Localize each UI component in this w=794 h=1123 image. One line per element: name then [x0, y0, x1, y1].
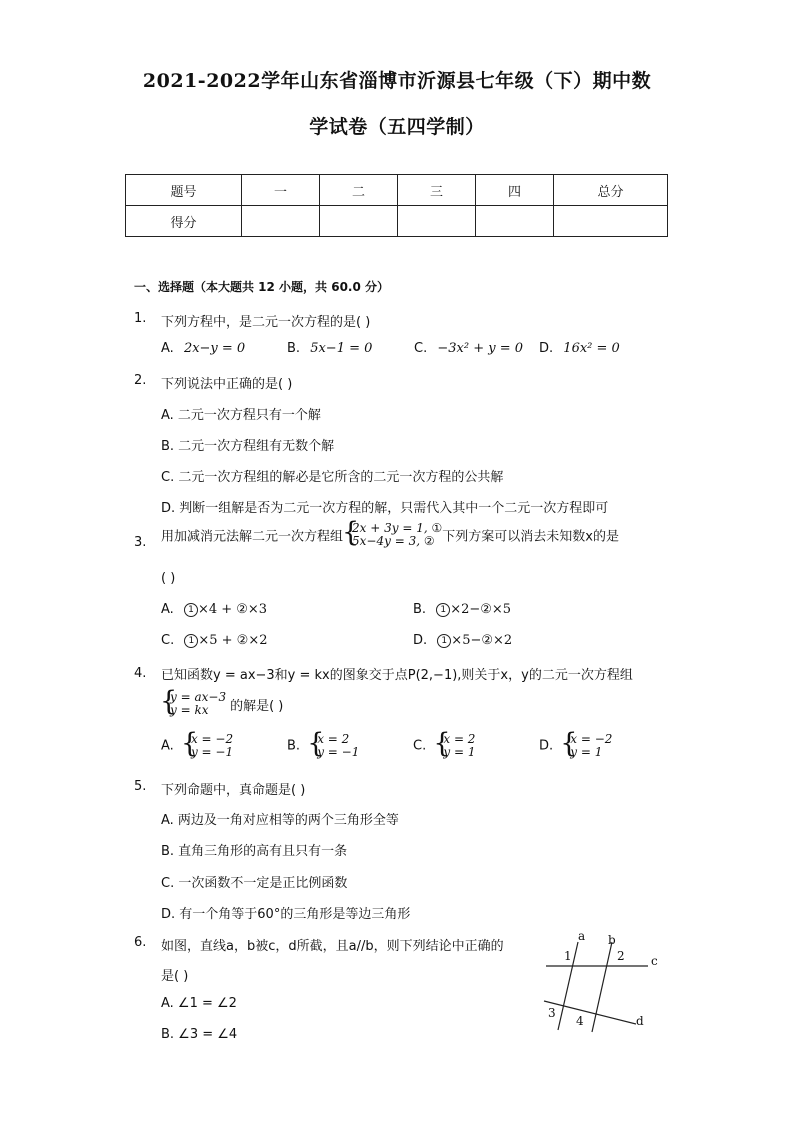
score-header-cell: 二 — [320, 175, 398, 206]
question-paren: ( ) — [161, 571, 176, 586]
exam-title-line2: 学试卷（五四学制） — [309, 116, 485, 138]
option-d — [539, 341, 620, 356]
option-system — [308, 733, 359, 759]
question-text-before: 用加减消元法解二元一次方程组 — [161, 529, 344, 545]
option-label: C. — [414, 341, 428, 356]
angle-3-label: 3 — [548, 1006, 556, 1020]
question-text-cont: 是( ) — [161, 969, 189, 984]
option-eq-1: x = −2 — [570, 732, 613, 746]
option-label: B. — [287, 341, 301, 356]
equation-line — [352, 521, 442, 535]
score-table-score-row — [126, 206, 668, 237]
score-cell-empty — [242, 206, 320, 237]
option-eq-1: x = 2 — [443, 732, 476, 746]
option-label: D. — [539, 738, 554, 754]
option-eq-2: y = 1 — [570, 745, 603, 759]
equation-1: 2x + 3y = 1, — [352, 521, 428, 535]
option-formula: ×4 + ②×3 — [197, 602, 268, 617]
score-header-cell: 总分 — [554, 175, 668, 206]
option-label: A. — [161, 341, 174, 356]
question-text: 已知函数y = ax−3和y = kx的图象交于点P(2,−1),则关于x，y的二元一次方程组 — [161, 668, 633, 683]
option-label: B. — [287, 738, 301, 754]
option-label: A. — [161, 738, 174, 754]
question-text-after: 的解是( ) — [230, 698, 284, 714]
score-table — [125, 174, 668, 237]
option-eq-2: y = −1 — [317, 745, 360, 759]
question-number: 4. — [134, 666, 147, 681]
option-system — [182, 733, 233, 759]
option-label: A. — [161, 602, 174, 617]
option-b: B. ∠3 = ∠4 — [161, 1027, 238, 1042]
option-c — [413, 733, 475, 759]
option-b — [287, 341, 372, 356]
option-c: C. 二元一次方程组的解必是它所含的二元一次方程的公共解 — [161, 470, 504, 485]
circled-one-icon: 1 — [184, 634, 198, 648]
question-text: 下列方程中，是二元一次方程的是( ) — [161, 315, 371, 330]
score-cell-empty — [398, 206, 476, 237]
option-eq-1: x = −2 — [190, 732, 234, 746]
angle-1-label: 1 — [564, 949, 572, 963]
equation-system — [161, 691, 226, 717]
option-system — [561, 733, 612, 759]
option-b: B. 二元一次方程组有无数个解 — [161, 439, 335, 454]
score-header-cell: 题号 — [126, 175, 242, 206]
circled-one-icon: 1 — [437, 634, 451, 648]
question-number: 5. — [134, 779, 147, 794]
score-cell-empty — [320, 206, 398, 237]
angle-4-label: 4 — [576, 1014, 584, 1028]
option-formula: ×2−②×5 — [450, 602, 512, 617]
question-number: 3. — [134, 535, 147, 550]
equation-2: 5x−4y = 3, — [352, 534, 421, 548]
option-eq-1: x = 2 — [317, 732, 350, 746]
question-text: 下列说法中正确的是( ) — [161, 377, 293, 392]
option-a — [161, 341, 245, 356]
option-label: B. — [413, 602, 427, 617]
equation-2: y = kx — [170, 703, 209, 717]
option-c — [414, 341, 523, 356]
option-a: A. ∠1 = ∠2 — [161, 996, 237, 1011]
option-c — [161, 633, 268, 648]
equation-1: y = ax−3 — [170, 690, 227, 704]
score-row-label: 得分 — [126, 206, 242, 237]
equation-line — [352, 534, 435, 548]
label-c: c — [651, 954, 658, 968]
circled-one-icon: 1 — [184, 603, 198, 617]
option-formula: 16x² = 0 — [563, 341, 620, 356]
score-header-cell: 四 — [476, 175, 554, 206]
option-a — [161, 733, 233, 759]
option-formula: ×5−②×2 — [451, 633, 513, 648]
option-b: B. 直角三角形的高有且只有一条 — [161, 844, 348, 859]
question-text: 下列命题中，真命题是( ) — [161, 783, 306, 798]
line-b — [592, 942, 612, 1032]
question-number: 6. — [134, 935, 147, 950]
equation-1-mark: ① — [431, 521, 443, 535]
option-a: A. 二元一次方程只有一个解 — [161, 408, 321, 423]
question-number: 2. — [134, 373, 147, 388]
option-d — [413, 633, 512, 648]
parallel-lines-figure — [538, 928, 668, 1043]
exam-title-line1: 2021-2022学年山东省淄博市沂源县七年级（下）期中数 — [142, 70, 652, 92]
option-eq-2: y = 1 — [443, 745, 476, 759]
option-eq-2: y = −1 — [190, 745, 234, 759]
option-d — [539, 733, 612, 759]
option-label: C. — [161, 633, 175, 648]
score-table-header-row — [126, 175, 668, 206]
score-header-cell: 一 — [242, 175, 320, 206]
score-cell-empty — [554, 206, 668, 237]
score-cell-empty — [476, 206, 554, 237]
option-c: C. 一次函数不一定是正比例函数 — [161, 876, 348, 891]
option-system — [434, 733, 475, 759]
angle-2-label: 2 — [617, 949, 625, 963]
option-formula: 2x−y = 0 — [183, 341, 246, 356]
option-label: D. — [539, 341, 554, 356]
option-b — [413, 602, 511, 617]
question-text — [161, 522, 619, 548]
section-heading: 一、选择题（本大题共 12 小题，共 60.0 分） — [134, 280, 390, 294]
equation-system — [343, 522, 442, 548]
option-a — [161, 602, 267, 617]
option-formula: 5x−1 = 0 — [310, 341, 373, 356]
label-b: b — [608, 933, 616, 947]
option-b — [287, 733, 359, 759]
option-d: D. 判断一组解是否为二元一次方程的解，只需代入其中一个二元一次方程即可 — [161, 501, 609, 516]
option-formula: ×5 + ②×2 — [198, 633, 268, 648]
circled-one-icon: 1 — [436, 603, 450, 617]
option-label: C. — [413, 738, 427, 754]
equation-2-mark: ② — [423, 534, 435, 548]
label-a: a — [578, 929, 586, 943]
question-number: 1. — [134, 311, 147, 326]
option-d: D. 有一个角等于60°的三角形是等边三角形 — [161, 907, 411, 922]
question-text-after: 下列方案可以消去未知数x的是 — [442, 529, 619, 545]
question-text: 如图，直线a，b被c，d所截，且a//b，则下列结论中正确的 — [161, 939, 504, 954]
line-d — [544, 1001, 636, 1024]
option-label: D. — [413, 633, 428, 648]
label-d: d — [636, 1014, 644, 1028]
score-header-cell: 三 — [398, 175, 476, 206]
question-system-line — [161, 691, 283, 717]
option-formula: −3x² + y = 0 — [437, 341, 523, 356]
option-a: A. 两边及一角对应相等的两个三角形全等 — [161, 813, 399, 828]
